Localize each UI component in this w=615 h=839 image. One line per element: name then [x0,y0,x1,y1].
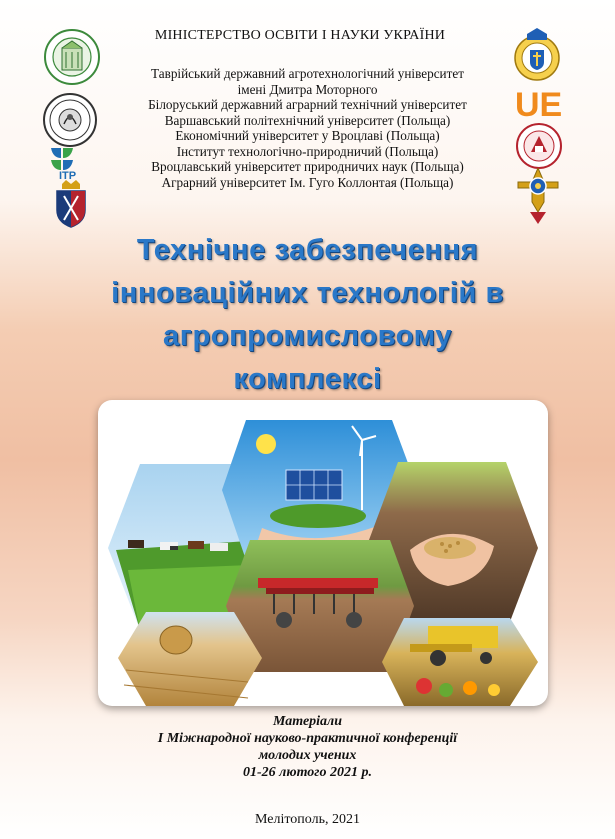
ue-logo [514,84,564,120]
city-year: Мелітополь, 2021 [255,812,360,827]
red-round-seal-logo [515,122,563,170]
organization-line: Таврійський державний агротехнологічний університет [151,66,464,81]
ministry-heading: МІНІСТЕРСТВО ОСВІТИ І НАУКИ УКРАЇНИ [154,28,446,43]
shield-crest-logo [54,180,88,228]
organization-line: Економічний університет у Вроцлаві (Польща) [175,128,440,143]
title-line: агропромисловому [163,320,452,352]
title-line: Технічне забезпечення [136,234,479,266]
university-seal-logo [44,28,100,86]
materials-line: 01-26 лютого 2021 р. [243,765,372,780]
title-line: інноваційних технологій в [111,277,504,309]
materials-line: Матеріали [272,714,343,729]
organization-line: Аграрний університет Ім. Гуго Коллонтая (Польща) [161,174,454,190]
round-seal-logo [42,92,98,148]
shield-crest-icon [54,180,88,228]
materials-line: молодих учених [258,748,357,763]
organization-line: Варшавський політехнічний університет (Польща) [164,112,451,128]
organization-line: Білоруський державний аграрний технічний університет [148,97,467,112]
agriculture-collage [98,400,548,706]
cross-badge-icon [514,168,562,224]
itp-logo-icon [47,146,95,180]
organization-line: Інститут технологічно-природничий (Польща) [176,143,439,159]
ue-logo-icon [514,84,564,120]
university-seal-icon [44,28,100,86]
red-round-seal-icon [515,122,563,170]
organization-line: імені Дмитра Моторного [237,81,378,97]
materials-line: І Міжнародної науково-практичної конференції [157,731,458,746]
cross-badge-logo [514,168,562,224]
round-seal-icon [42,92,98,148]
ue-logo-text: UE [515,86,563,120]
title-line: комплексі [233,363,382,395]
organizations-list [110,66,505,190]
conference-materials [60,713,555,781]
organization-line: Вроцлавський університет природничих наук (Польща) [151,159,464,174]
itp-logo-text: ITP [59,170,77,180]
hay-bale-field-image [118,612,262,706]
itp-logo [47,146,95,180]
golden-crest-icon [513,28,561,84]
golden-crest-logo [513,28,561,84]
conference-title [40,229,575,401]
combine-harvester-image [382,618,538,706]
